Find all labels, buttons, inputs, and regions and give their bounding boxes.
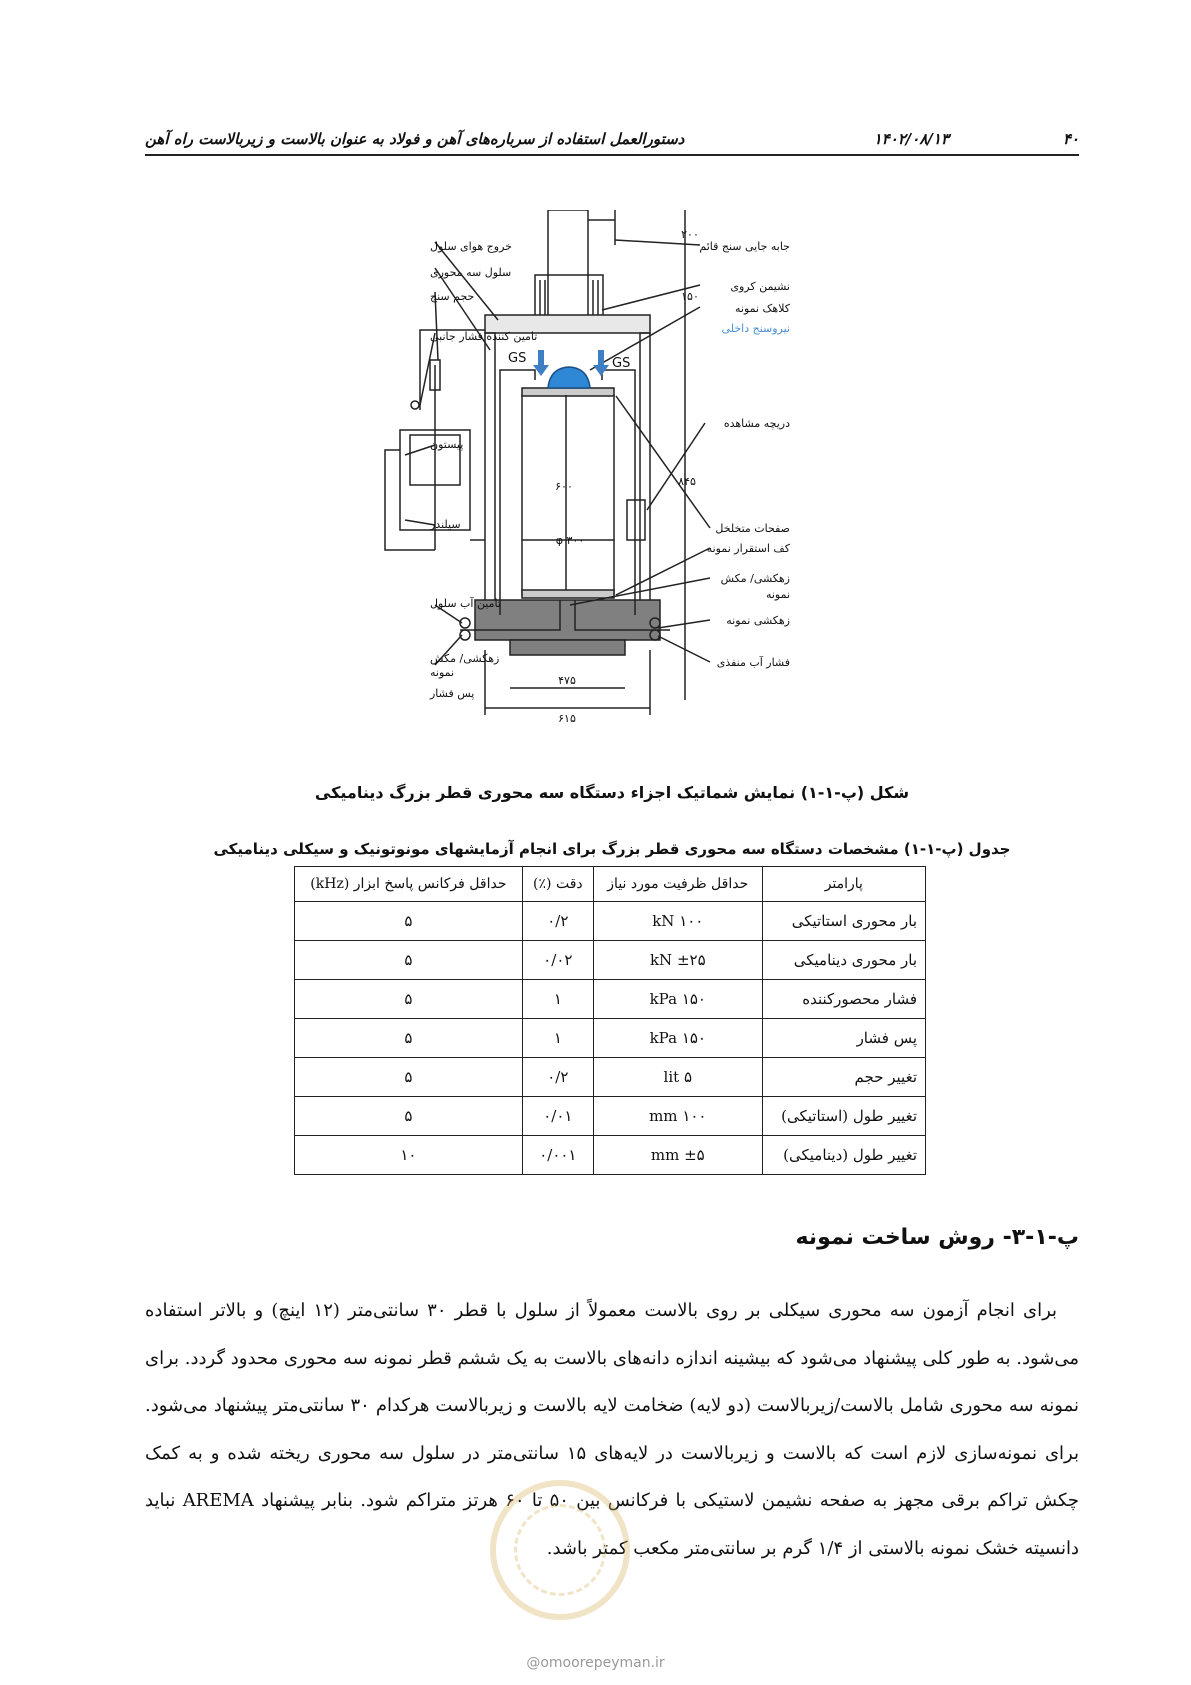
cell-accuracy: ۰/۲ [522,1058,593,1097]
label-sample-cap: کلاهک نمونه [734,302,790,315]
cell-capacity: ±۲۵ kN [593,941,762,980]
label-observation-window: دریچه مشاهده [723,417,790,430]
cell-accuracy: ۰/۰۲ [522,941,593,980]
label-internal-load-cell: نیروسنج داخلی [721,322,790,335]
cell-accuracy: ۰/۰۱ [522,1097,593,1136]
label-drain-suction-right: زهکشی/ مکش [720,572,790,585]
label-triaxial-cell: سلول سه محوری [430,266,512,279]
label-sample-drainage: زهکشی نمونه [726,614,790,627]
table-row [295,902,926,941]
table-row [295,941,926,980]
cell-capacity: ۱۰۰ mm [593,1097,762,1136]
label-sample-right: نمونه [765,588,790,601]
table-header-row [295,867,926,902]
label-lateral-pressure: تامین کننده فشار جانبی [430,330,538,343]
label-pore-pressure: فشار آب منفذی [716,656,790,669]
dim-cap: ۱۵۰ [681,290,699,303]
triaxial-apparatus-diagram [290,210,900,770]
cell-param: تغییر طول (دینامیکی) [762,1136,925,1175]
header-date: ۱۴۰۲/۰۸/۱۳ [873,130,949,148]
cell-base [475,600,660,640]
cell-param: بار محوری دینامیکی [762,941,925,980]
spec-table [294,866,926,1175]
cell-frequency: ۵ [295,902,523,941]
gs-label-right: GS [612,356,631,371]
cell-frequency: ۵ [295,1097,523,1136]
cell-accuracy: ۱ [522,1019,593,1058]
label-piston: پیستون [430,438,464,451]
label-sample-base: کف استقرار نمونه [706,542,790,555]
cell-param: فشار محصورکننده [762,980,925,1019]
label-sample-left: نمونه [430,666,455,679]
cell-capacity: ±۵ mm [593,1136,762,1175]
cell-accuracy: ۱ [522,980,593,1019]
body-paragraph: برای انجام آزمون سه محوری سیکلی بر روی بالاست معمولاً از سلول با قطر ۳۰ سانتی‌متر (۱۲ اینچ) و بالاتر استفاده می‌شود. به طور کلی پیشنهاد می‌شود که بیشینه اندازه دانه‌های بالاست به یک ششم قطر نمونه سه محوری محدود گردد. برای نمونه سه محوری شامل بالاست/زیربالاست (دو لایه) ضخامت لایه بالاست و زیربالاست هرکدام ۳۰ سانتی‌متر پیشنهاد می‌شود. برای نمونه‌سازی لازم است که بالاست و زیربالاست در لایه‌های ۱۵ سانتی‌متر در سلول سه محوری ریخته شده و به کمک چکش تراکم برقی مجهز به صفحه نشیمن لاستیکی با فرکانس بین ۵۰ تا ۶۰ هرتز متراکم شود. بنابر پیشنهاد AREMA نباید دانسیته خشک نمونه بالاستی از ۱/۴ گرم بر سانتی‌متر مکعب کمتر باشد. [145,1300,1080,1559]
loading-ram [548,210,588,330]
sample-cap [548,367,590,388]
label-porous-plates: صفحات متخلخل [715,522,790,535]
cell-capacity: ۱۰۰ kN [593,902,762,941]
watermark-url: @omoorepeyman.ir [526,1655,665,1671]
arrow-right [593,350,609,376]
cell-capacity: ۱۵۰ kPa [593,980,762,1019]
table-row [295,1058,926,1097]
page-header [145,128,1079,156]
table-row [295,1136,926,1175]
section-heading: پ-۱-۳- روش ساخت نمونه [795,1225,1079,1250]
label-spherical-seat: نشیمن کروی [730,280,790,293]
dim-top: ۲۰۰ [681,228,699,241]
dim-height: ۶۰۰ [555,480,573,493]
dim-total: ۸۴۵ [678,475,696,488]
cell-capacity: ۵ lit [593,1058,762,1097]
col-parameter: پارامتر [762,867,925,902]
table-caption: جدول (پ-۱-۱) مشخصات دستگاه سه محوری قطر بزرگ برای انجام آزمایشهای مونوتونیک و سیکلی دینامیکی [213,840,1011,858]
cell-param: پس فشار [762,1019,925,1058]
cell-param: بار محوری استاتیکی [762,902,925,941]
cell-accuracy: ۰/۲ [522,902,593,941]
cell-accuracy: ۰/۰۰۱ [522,1136,593,1175]
page-number: ۴۰ [1062,130,1079,148]
cell-frequency: ۵ [295,1019,523,1058]
cell-frequency: ۵ [295,941,523,980]
table-row [295,1019,926,1058]
cell-frequency: ۱۰ [295,1136,523,1175]
cell-capacity: ۱۵۰ kPa [593,1019,762,1058]
gs-label-left: GS [508,351,527,366]
header-title: دستورالعمل استفاده از سرباره‌های آهن و فولاد به عنوان بالاست و زیربالاست راه آهن [145,130,685,148]
watermark-seal [490,1480,630,1620]
label-cell-air-exit: خروج هوای سلول [430,240,512,253]
label-drain-suction-left: زهکشی/ مکش [430,652,500,665]
col-frequency: حداقل فرکانس پاسخ ابزار (kHz) [295,867,523,902]
label-volume-gauge: حجم سنج [430,290,475,303]
table-row [295,1097,926,1136]
label-vertical-displacement: جابه جایی سنج قائم [699,240,790,253]
label-cylinder: سیلندر [430,518,461,531]
cell-frequency: ۵ [295,1058,523,1097]
dim-base-inner: ۴۷۵ [558,674,576,687]
dim-base-outer: ۶۱۵ [558,712,576,725]
dim-diameter: φ ۳۰۰ [555,534,585,547]
cell-frequency: ۵ [295,980,523,1019]
col-capacity: حداقل ظرفیت مورد نیاز [593,867,762,902]
label-cell-water: تامین آب سلول [430,597,501,610]
cell-param: تغییر طول (استاتیکی) [762,1097,925,1136]
label-back-pressure: پس فشار [430,687,475,700]
col-accuracy: دقت (٪) [522,867,593,902]
figure-caption: شکل (پ-۱-۱) نمایش شماتیک اجزاء دستگاه سه محوری قطر بزرگ دینامیکی [314,783,910,802]
table-row [295,980,926,1019]
cell-param: تغییر حجم [762,1058,925,1097]
